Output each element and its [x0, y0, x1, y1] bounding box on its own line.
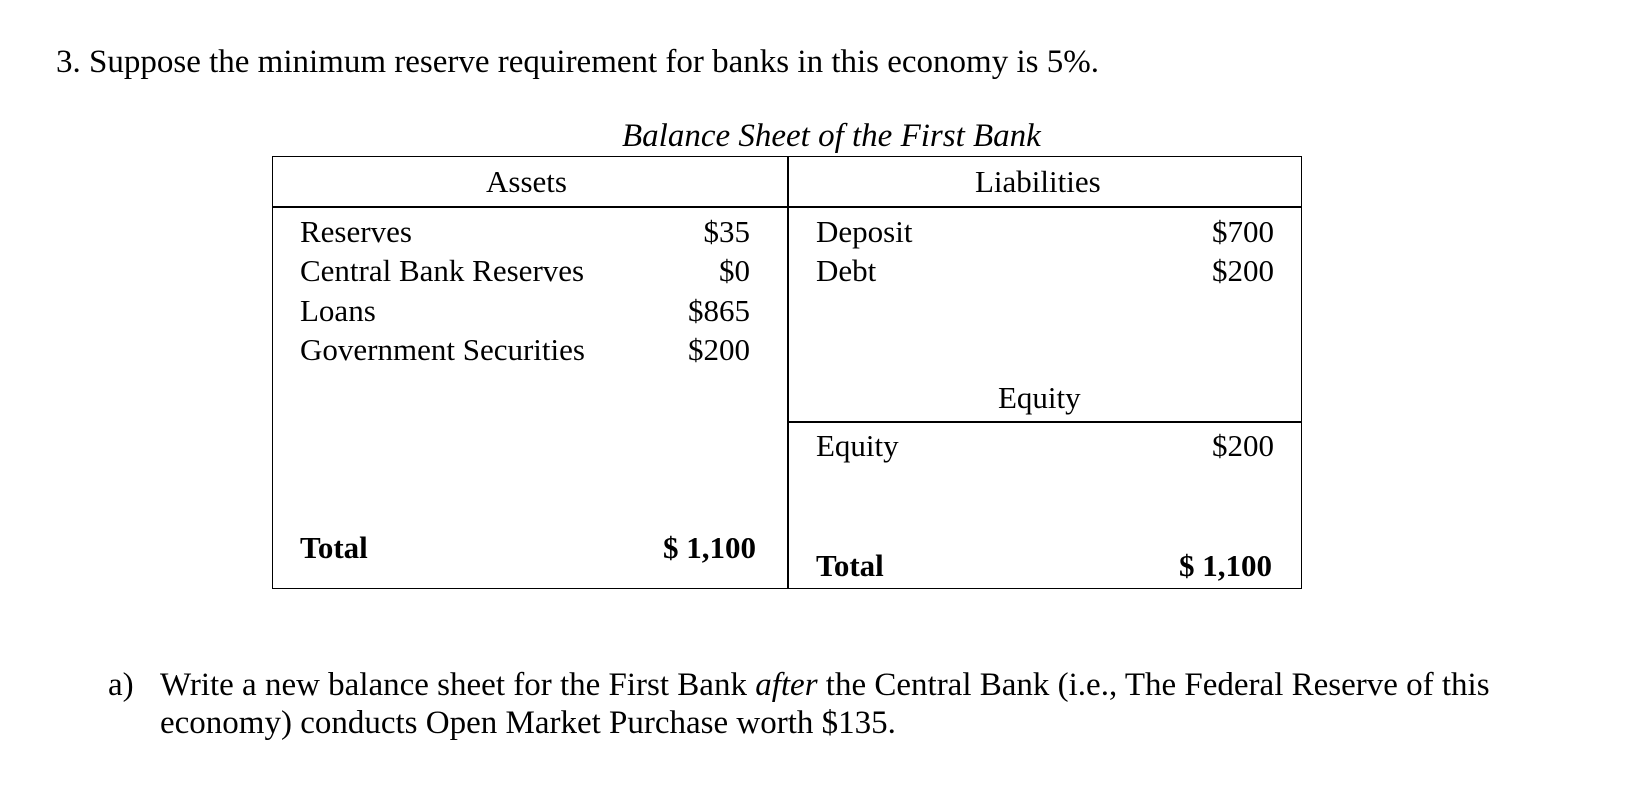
liability-value-debt: $200: [1212, 253, 1274, 288]
liabilities-total-label: Total: [816, 548, 884, 583]
equity-value: $200: [1212, 428, 1274, 463]
asset-label-government-securities: Government Securities: [300, 332, 585, 367]
liabilities-header: Liabilities: [975, 164, 1101, 199]
asset-label-loans: Loans: [300, 293, 376, 328]
sub-question-text-after: the Central Bank (i.e., The Federal Reserve of this economy) conducts Open Market Purchase worth $135.: [160, 667, 1490, 741]
sub-question-text-before: Write a new balance sheet for the First Bank: [160, 667, 756, 703]
asset-label-reserves: Reserves: [300, 214, 412, 249]
equity-divider: [787, 421, 1302, 423]
assets-header: Assets: [486, 164, 567, 199]
asset-value-reserves: $35: [703, 214, 750, 249]
assets-total-value: $ 1,100: [663, 530, 756, 565]
liability-label-deposit: Deposit: [816, 214, 913, 249]
sub-question-emphasis: after: [755, 667, 818, 703]
equity-header: Equity: [998, 380, 1081, 415]
liability-value-deposit: $700: [1212, 214, 1274, 249]
sub-question-text: [160, 666, 1540, 742]
asset-label-central-bank-reserves: Central Bank Reserves: [300, 253, 585, 288]
assets-total-label: Total: [300, 530, 368, 565]
question-heading: 3. Suppose the minimum reserve requirement for banks in this economy is 5%.: [56, 44, 1099, 80]
sub-question-label: a): [108, 667, 134, 703]
column-divider: [787, 156, 789, 589]
asset-value-loans: $865: [688, 293, 750, 328]
balance-sheet-title: Balance Sheet of the First Bank: [622, 118, 1041, 154]
liability-label-debt: Debt: [816, 253, 877, 288]
header-divider: [272, 206, 1302, 208]
liabilities-total-value: $ 1,100: [1179, 548, 1272, 583]
equity-label: Equity: [816, 428, 899, 463]
asset-value-central-bank-reserves: $0: [719, 253, 750, 288]
asset-value-government-securities: $200: [688, 332, 750, 367]
